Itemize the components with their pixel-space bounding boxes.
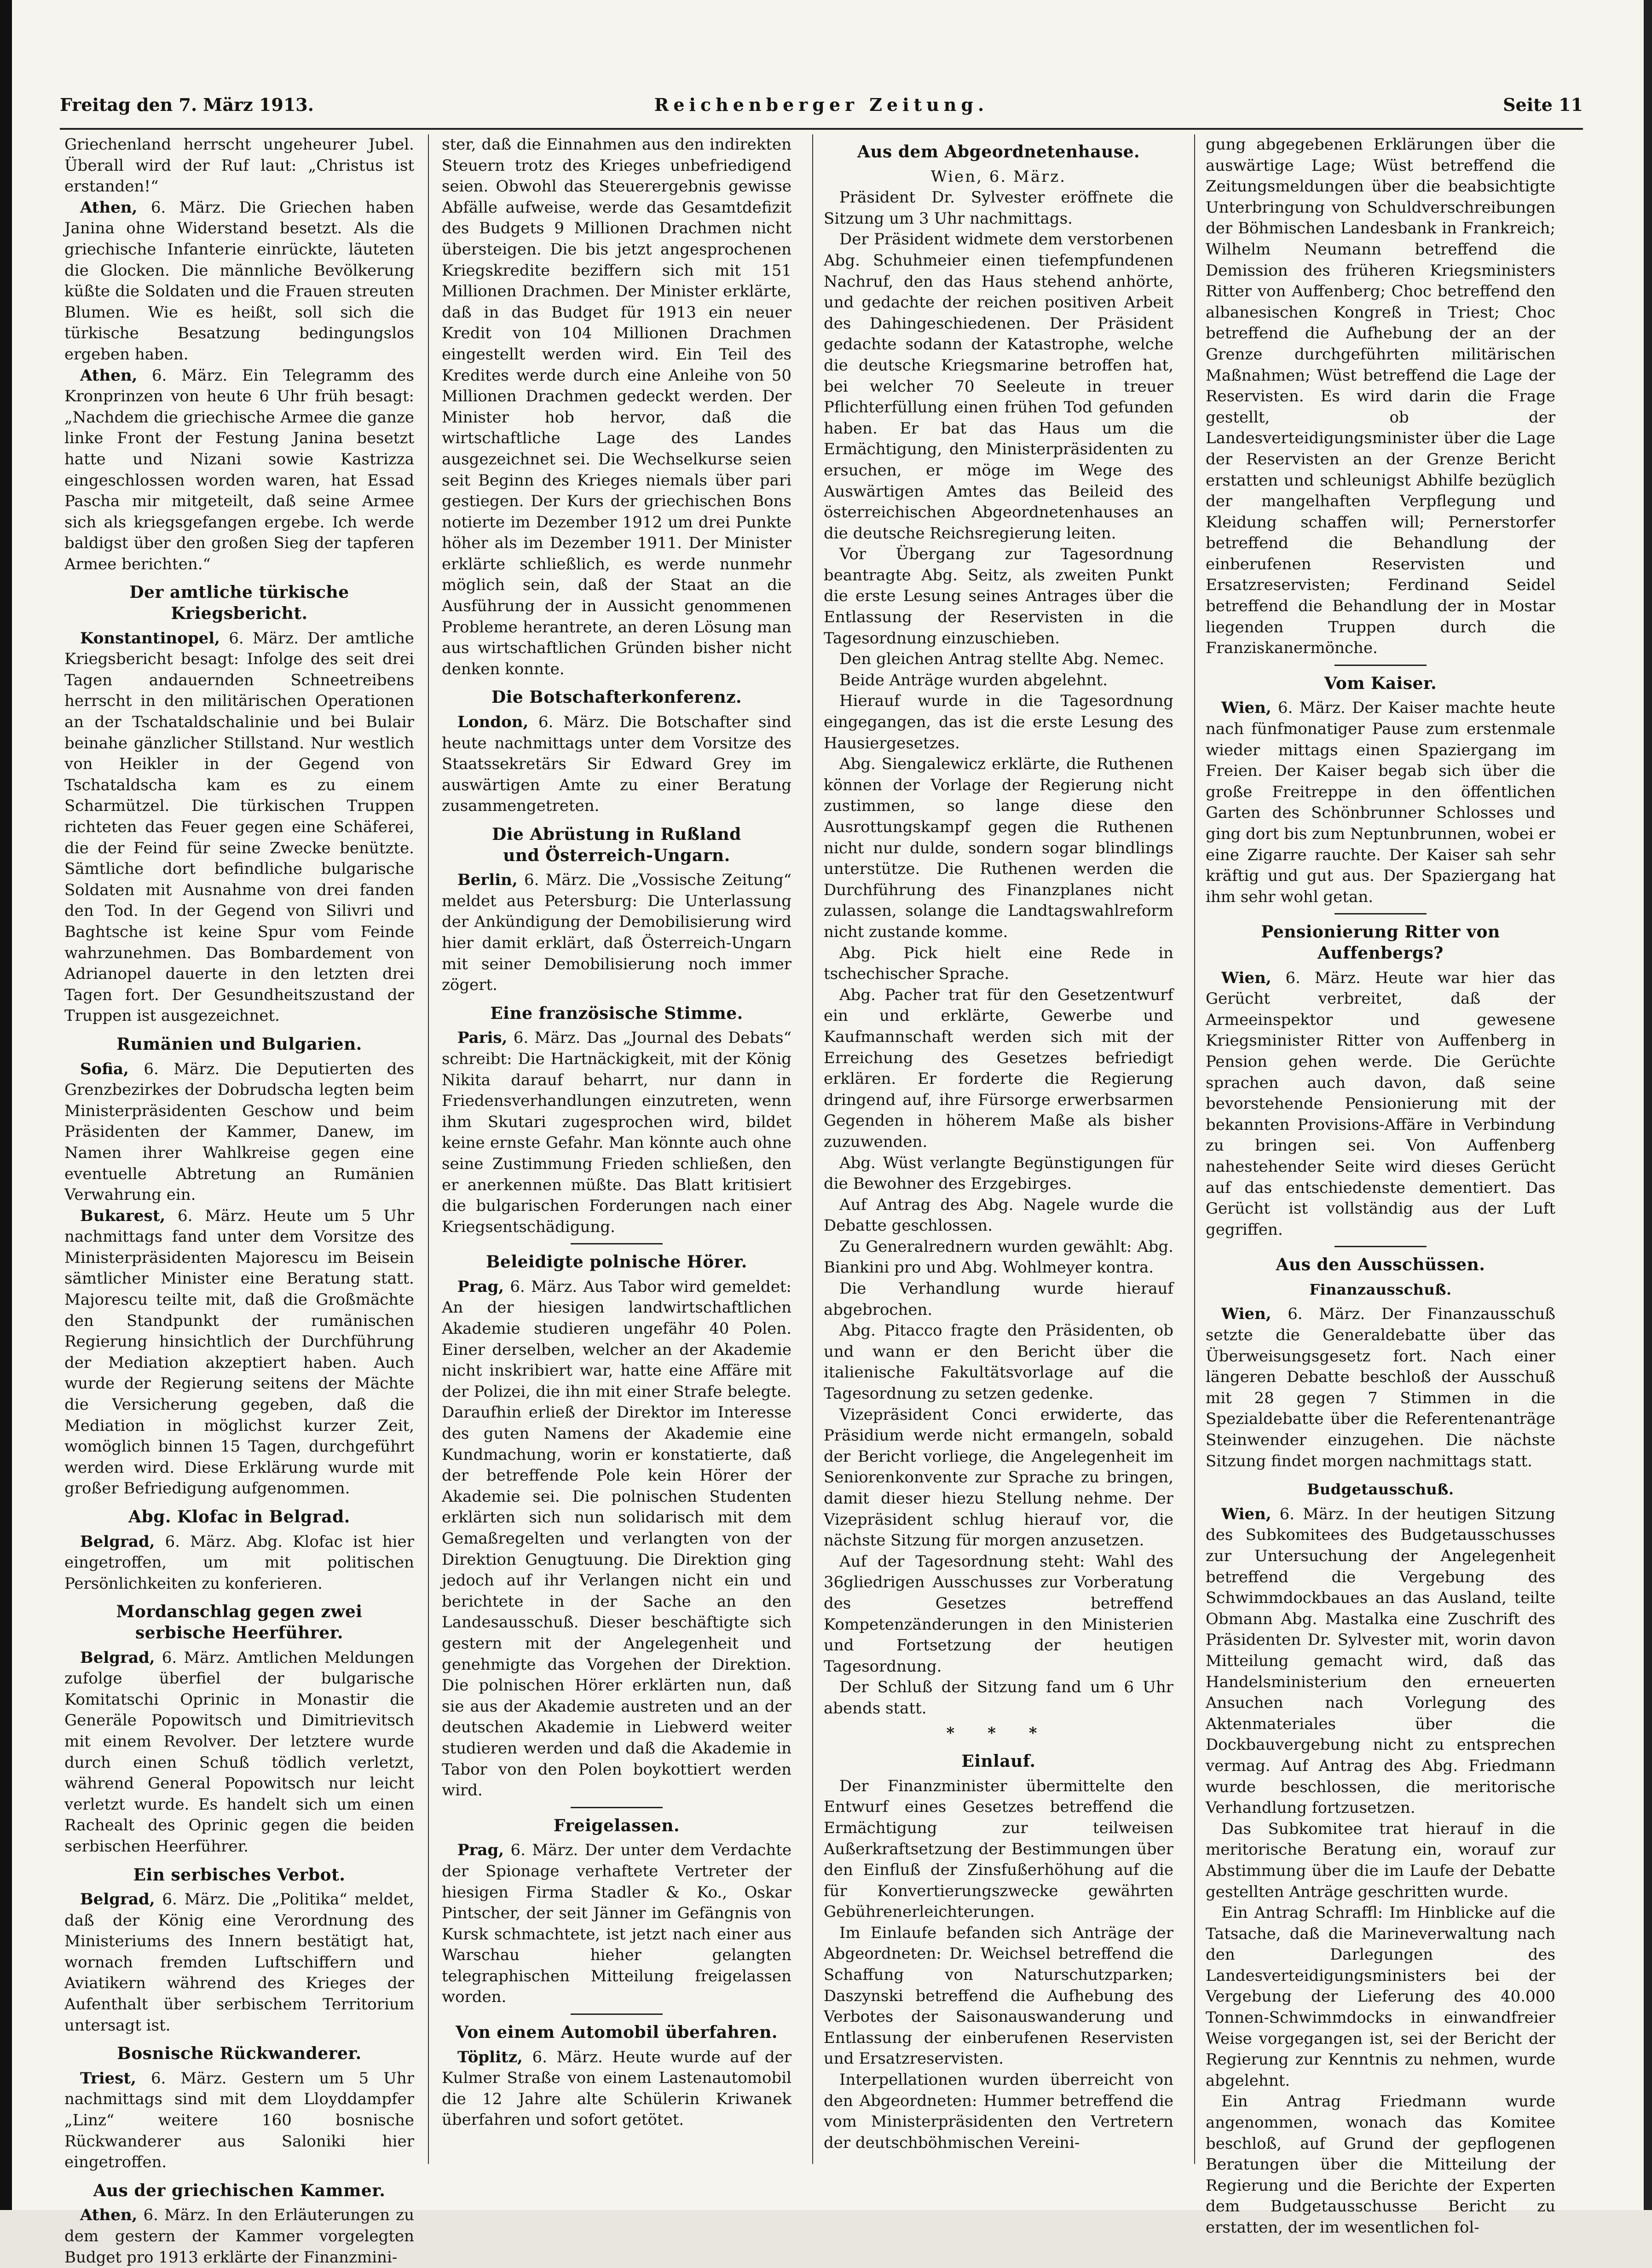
article-heading: Vom Kaiser. — [1324, 673, 1437, 693]
article-heading: Der amtliche türkische Kriegsbericht. — [129, 583, 349, 624]
paragraph: Die Verhandlung wurde hierauf abgebrochen. — [824, 1279, 1173, 1319]
news-item — [64, 1206, 414, 1499]
item-text: 6. März. Die „Vossische Zeitung“ meldet aus Petersburg: Die Unterlassung der Ankündigung der Demobilisierung wird hier damit erklärt, daß Österreich-Ungarn mit seiner Demobilisierung noch immer zögert. — [442, 871, 791, 995]
paragraph: Beide Anträge wurden abgelehnt. — [839, 671, 1108, 689]
item-text: 6. März. Der Kaiser machte heute nach fünfmonatiger Pause zum erstenmale wieder mittags einen Spaziergang im Freien. Der Kaiser begab sich über die große Freitreppe in den öffentlichen Garten des Schönbrunner Schlosses und ging dort bis zum Neptunbrunnen, wobei er eine Zigarre rauchte. Der Kaiser sah sehr kräftig und gut aus. Der Spaziergang hat ihm sehr wohl getan. — [1206, 699, 1555, 906]
paragraph: Auf Antrag des Abg. Nagele wurde die Debatte geschlossen. — [824, 1195, 1173, 1235]
item-text: 6. März. Der unter dem Verdachte der Spionage verhaftete Vertreter der hiesigen Firma Stadler & Ko., Oskar Pintscher, der seit Jänner im Gefängnis von Kursk schmachtete, ist jetzt nach einer aus Warschau hieher gelangten telegraphischen Mitteilung freigelassen worden. — [442, 1841, 791, 2007]
column-1 — [64, 134, 414, 2267]
section-divider-stars: * * * — [946, 1724, 1051, 1742]
item-text: 6. März. Der Finanzausschuß setzte die Generaldebatte über das Überweisungsgesetz fort. Nach einer längeren Debatte beschloß der Ausschuß mit 28 gegen 7 Stimmen in die Spezialdebatte über die Referentenanträge Steinwender einzugehen. Die nächste Sitzung findet morgen nachmittags statt. — [1206, 1305, 1555, 1470]
paragraph: Der Schluß der Sitzung fand um 6 Uhr abends statt. — [824, 1678, 1173, 1718]
section-rule — [571, 1243, 663, 1244]
paragraph: Das Subkomitee trat hierauf in die meritorische Beratung ein, worauf zur Abstimmung über die im Laufe der Debatte gestellten Anträge geschritten wurde. — [1206, 1819, 1555, 1901]
paragraph: Vor Übergang zur Tagesordnung beantragte Abg. Seitz, als zweiten Punkt die erste Lesung seines Antrages über die Entlassung der Reservisten in die Tagesordnung einzuschieben. — [824, 545, 1173, 648]
news-item — [442, 1277, 791, 1801]
place-name: Belgrad, — [80, 1890, 155, 1909]
place-name: Paris, — [457, 1029, 508, 1047]
item-text: 6. März. Gestern um 5 Uhr nachmittags sind mit dem Lloyddampfer „Linz“ weitere 160 bosnische Rückwanderer aus Saloniki hier eingetroffen. — [64, 2069, 414, 2172]
article-heading: Bosnische Rückwanderer. — [117, 2044, 362, 2064]
news-item — [64, 2205, 414, 2268]
article-heading: Aus der griechischen Kammer. — [93, 2181, 386, 2200]
section-rule — [1334, 665, 1427, 666]
news-item — [64, 1059, 414, 1206]
masthead-date: Freitag den 7. März 1913. — [60, 94, 314, 115]
news-item — [442, 1840, 791, 2008]
paragraph: Hierauf wurde in die Tagesordnung eingegangen, das ist die erste Lesung des Hausiergesetzes. — [824, 692, 1173, 752]
place-name: Wien, — [1221, 968, 1271, 987]
column-divider — [428, 134, 429, 2164]
article-heading: Aus dem Abgeordnetenhause. — [857, 142, 1140, 162]
place-name: Sofia, — [80, 1059, 129, 1078]
paragraph: Interpellationen wurden überreicht von den Abgeordneten: Hummer betreffend die vom Ministerpräsidenten den Vertretern der deutschböhmischen Vereini- — [824, 2071, 1173, 2152]
paragraph: Abg. Siengalewicz erklärte, die Ruthenen können der Vorlage der Regierung nicht zustimmen, so lange diese den Ausrottungskampf gegen die Ruthenen nicht nur dulde, sondern sogar blindlings unterstütze. Die Ruthenen werden die Durchführung des Finanzplanes nicht zulassen, solange die Landtagswahlreform nicht zustande komme. — [824, 755, 1173, 941]
place-name: Wien, — [1221, 1305, 1271, 1324]
news-item — [64, 197, 414, 365]
paragraph: Zu Generalrednern wurden gewählt: Abg. Biankini pro und Abg. Wohlmeyer kontra. — [824, 1237, 1173, 1277]
section-rule — [1334, 913, 1427, 914]
section-rule — [571, 1807, 663, 1808]
item-text: 6. März. Amtlichen Meldungen zufolge überfiel der bulgarische Komitatschi Oprinic in Monastir die Generäle Popowitsch und Dimitrievitsch mit einem Revolver. Der letztere wurde durch einen Schuß tödlich verletzt, während General Popowitsch nur leicht verletzt wurde. Es handelt sich um einen Rachealt des Oprinic gegen die beiden serbischen Heerführer. — [64, 1648, 414, 1856]
news-item — [442, 2047, 791, 2131]
place-name: Berlin, — [457, 871, 518, 890]
column-4 — [1206, 134, 1555, 2237]
paragraph: Im Einlaufe befanden sich Anträge der Abgeordneten: Dr. Weichsel betreffend die Schaffung von Naturschutzparken; Daszynski betreffend die Aufhebung des Verbotes der Saisonauswanderung und Entlassung der einberufenen Reservisten und Ersatzreservisten. — [824, 1923, 1173, 2068]
article-heading: Abg. Klofac in Belgrad. — [128, 1507, 350, 1527]
article-heading: Die Abrüstung in Rußland — [492, 825, 741, 844]
column-2 — [442, 134, 791, 2169]
masthead-page-number: Seite 11 — [1503, 94, 1583, 115]
scan-edge-left — [0, 0, 12, 2210]
news-item — [442, 870, 791, 996]
place-name: Athen, — [80, 366, 138, 385]
item-text: 6. März. Die Botschafter sind heute nachmittags unter dem Vorsitze des Staatssekretärs Sir Edward Grey im auswärtigen Amte zu einer Beratung zusammengetreten. — [442, 713, 791, 816]
news-item — [1206, 1504, 1555, 1819]
masthead — [60, 94, 1583, 127]
news-item — [64, 365, 414, 575]
place-name: Wien, — [1221, 1504, 1271, 1523]
news-item — [64, 1532, 414, 1595]
masthead-title: Reichenberger Zeitung. — [654, 94, 989, 115]
article-subheading: Finanzausschuß. — [1309, 1280, 1452, 1298]
paragraph: Ein Antrag Friedmann wurde angenommen, wonach das Komitee beschloß, auf Grund der gepflogenen Beratungen über die Mitteilung der Regierung und die Berichte der Experten dem Budgetausschusse Bericht zu erstatten, der im wesentlichen fol- — [1206, 2092, 1555, 2237]
place-name: Prag, — [457, 1841, 504, 1860]
news-item — [64, 2068, 414, 2173]
item-text: 6. März. Heute um 5 Uhr nachmittags fand unter dem Vorsitze des Ministerpräsidenten Majorescu im Beisein sämtlicher Minister eine Beratung statt. Majorescu teilte mit, daß die Großmächte den Standpunkt der rumänischen Regierung hinsichtlich der Durchführung der Mediation akzeptiert haben. Auch wurde der Regierung seitens der Mächte die Versicherung gegeben, daß die Mediation in möglichst kurzer Zeit, womöglich binnen 15 Tagen, durchgeführt werden wird. Diese Erklärung wurde mit großer Befriedigung aufgenommen. — [64, 1206, 414, 1498]
column-divider — [1194, 134, 1195, 2164]
article-heading: Freigelassen. — [553, 1816, 680, 1835]
paragraph: Abg. Pacher trat für den Gesetzentwurf ein und erklärte, Gewerbe und Kaufmannschaft werden sich mit der Erreichung des Gesetzes befriedigt erklären. Er forderte die Regierung dringend auf, ihre Fürsorge erwerbsarmen Gegenden in höherem Maße als bisher zuzuwenden. — [824, 985, 1173, 1151]
place-name: Athen, — [80, 2206, 138, 2225]
paragraph: ster, daß die Einnahmen aus den indirekten Steuern trotz des Krieges unbefriedigend seien. Obwohl das Steuerergebnis gewisse Abfälle aufweise, werde das Gesamtdefizit des Budgets 9 Millionen Drachmen nicht übersteigen. Die bis jetzt angesprochenen Kriegskredite beziffern sich mit 151 Millionen Drachmen. Der Minister erklärte, daß in das Budget für 1913 ein neuer Kredit von 104 Millionen Drachmen eingestellt werden wird. Ein Teil des Kredites werde durch eine Anleihe von 50 Millionen Drachmen gedeckt werden. Der Minister hob hervor, daß die wirtschaftliche Lage des Landes ausgezeichnet sei. Die Wechselkurse seien seit Beginn des Krieges niemals über pari gestiegen. Der Kurs der griechischen Bons notierte im Dezember 1912 um drei Punkte höher als im Dezember 1911. Der Minister erklärte schließlich, es werde nunmehr möglich sein, daß der Staat an die Ausführung der in Aussicht genommenen Probleme herantrete, an deren Lösung man aus wirtschaftlichen Gründen bisher nicht denken konnte. — [442, 135, 791, 678]
item-text: 6. März. In der heutigen Sitzung des Subkomitees des Budgetausschusses zur Untersuchung der Angelegenheit betreffend die Vergebung des Schwimmdockbaues an das Ausland, teilte Obmann Abg. Mastalka eine Zuschrift des Präsidenten Dr. Sylvester mit, worin davon Mitteilung gemacht wird, daß das Handelsministerium den erneuerten Ansuchen nach Vorlegung des Aktenmateriales über die Dockbauvergebung nicht zu entsprechen vermag. Auf Antrag des Abg. Friedmann wurde beschlossen, die meritorische Verhandlung fortzusetzen. — [1206, 1504, 1555, 1817]
news-item — [64, 1889, 414, 2036]
news-item — [1206, 698, 1555, 908]
article-heading: Rumänien und Bulgarien. — [116, 1034, 362, 1054]
item-text: 6. März. Die „Politika“ meldet, daß der König eine Verordnung des Ministeriums des Innern bestätigt hat, wornach fremden Luftschiffern und Aviatikern während des Krieges der Aufenthalt über serbischem Territorium untersagt ist. — [64, 1890, 414, 2035]
item-text: 6. März. Das „Journal des Debats“ schreibt: Die Hartnäckigkeit, mit der König Nikita darauf beharrt, nur dann in Friedensverhandlungen einzutreten, wenn ihm Skutari zugesprochen wird, bildet keine ernste Gefahr. Man könnte auch ohne seine Zustimmung Frieden schließen, den er anerkennen müßte. Das Blatt kritisiert die bulgarischen Forderungen nach einer Kriegsentschädigung. — [442, 1029, 791, 1236]
news-item — [442, 712, 791, 817]
place-name: Athen, — [80, 198, 138, 217]
column-divider — [812, 134, 813, 2164]
place-name: London, — [457, 713, 529, 732]
item-text: 6. März. Der amtliche Kriegsbericht besagt: Infolge des seit drei Tagen andauernden Schneetreibens herrscht in den militärischen Operationen an der Tschataldschalinie und bei Bulair beinahe gänzlicher Stillstand. Nur westlich von Heikler in der Gegend von Tschataldscha kam es zu einem Scharmützel. Die türkischen Truppen richteten das Feuer gegen eine Schäferei, die der Feind für seine Zwecke benützte. Sämtliche dort befindliche bulgarische Soldaten mit Ausnahme von drei fanden den Tod. In der Gegend von Silivri und Baghtsche ist keine Spur vom Feinde wahrzunehmen. Das Bombardement von Adrianopel dauerte in den letzten drei Tagen fort. Der Gesundheitszustand der Truppen ist ausgezeichnet. — [64, 629, 414, 1025]
paragraph: Präsident Dr. Sylvester eröffnete die Sitzung um 3 Uhr nachmittags. — [824, 188, 1173, 228]
place-name: Wien, — [1221, 699, 1271, 717]
section-rule — [571, 2013, 663, 2015]
item-text: 6. März. Ein Telegramm des Kronprinzen von heute 6 Uhr früh besagt: „Nachdem die griechische Armee die ganze linke Front der Festung Janina besetzt hatte und Nizani sowie Kastrizza eingeschlossen worden waren, hat Essad Pascha mir mitgeteilt, daß seine Armee sich als kriegsgefangen ergebe. Ich werde baldigst über den großen Sieg der tapferen Armee berichten.“ — [64, 366, 414, 573]
place-name: Konstantinopel, — [80, 629, 220, 648]
article-heading: Die Botschafterkonferenz. — [491, 688, 742, 707]
news-item — [1206, 1304, 1555, 1472]
paragraph: Abg. Pick hielt eine Rede in tschechischer Sprache. — [824, 943, 1173, 984]
article-heading: Ein serbisches Verbot. — [133, 1865, 346, 1885]
paragraph: Der Finanzminister übermittelte den Entwurf eines Gesetzes betreffend die Ermächtigung zur teilweisen Außerkraftsetzung der Bestimmungen über den Einfluß der Zinsfußerhöhung auf die für Konvertierungszwecke gewährten Gebührenerleichterungen. — [824, 1776, 1173, 1921]
paragraph: Auf der Tagesordnung steht: Wahl des 36gliedrigen Ausschusses zur Vorberatung des Gesetzes betreffend Kompetenzänderungen in den Ministerien und Fortsetzung der heutigen Tagesordnung. — [824, 1552, 1173, 1676]
paragraph: Den gleichen Antrag stellte Abg. Nemec. — [839, 650, 1165, 669]
item-text: 6. März. Heute war hier das Gerücht verbreitet, daß der Armeeinspektor und gewesene Kriegsminister Ritter von Auffenberg in Pension gehen werde. Die Gerüchte sprachen auch davon, daß seine bevorstehende Pensionierung mit der bekannten Provisions-Affäre in Verbindung zu bringen sei. Von Auffenberg nahestehender Seite wird dieses Gerücht auf das entschiedenste dementiert. Das Gerücht ist vollständig aus der Luft gegriffen. — [1206, 968, 1555, 1239]
news-item — [64, 1648, 414, 1857]
item-text: 6. März. Die Deputierten des Grenzbezirkes der Dobrudscha legten beim Ministerpräsidenten Geschow und beim Präsidenten der Kammer, Danew, im Namen ihrer Wahlkreise gegen eine eventuelle Abtretung an Rumänien Verwahrung ein. — [64, 1059, 414, 1204]
masthead-rule — [60, 128, 1583, 130]
item-text: 6. März. Abg. Klofac ist hier eingetroffen, um mit politischen Persönlichkeiten zu konferieren. — [64, 1532, 414, 1593]
place-name: Belgrad, — [80, 1648, 155, 1667]
item-text: 6. März. In den Erläuterungen zu dem gestern der Kammer vorgelegten Budget pro 1913 erklärte der Finanzmini- — [64, 2206, 414, 2267]
paragraph: Vizepräsident Conci erwiderte, das Präsidium werde nicht ermangeln, sobald der Bericht vorliege, die Angelegenheit im Seniorenkonvente zur Sprache zu bringen, damit dieser hiezu Stellung nehme. Der Vizepräsident schlug hierauf vor, die nächste Sitzung für morgen anzusetzen. — [824, 1405, 1173, 1550]
article-heading: und Österreich-Ungarn. — [503, 845, 730, 865]
paragraph: Ein Antrag Schraffl: Im Hinblicke auf die Tatsache, daß die Marineverwaltung nach den Darlegungen des Landesverteidigungsministers bei der Vergebung der Lieferung des 40.000 Tonnen-Schwimmdocks in einwandfreier Weise vorgegangen ist, sei der Bericht der Regierung zur Kenntnis zu nehmen, wurde abgelehnt. — [1206, 1904, 1555, 2090]
paragraph: Abg. Pitacco fragte den Präsidenten, ob und wann er den Bericht über die italienische Fakultätsvorlage auf die Tagesordnung zu setzen gedenke. — [824, 1321, 1173, 1403]
section-rule — [1334, 1246, 1427, 1247]
paragraph: Griechenland herrscht ungeheurer Jubel. Überall wird der Ruf laut: „Christus ist erstanden!“ — [64, 135, 414, 196]
paragraph: gung abgegebenen Erklärungen über die auswärtige Lage; Wüst betreffend die Zeitungsmeldungen über die beabsichtigte Unterbringung von Schuldverschreibungen der Böhmischen Landesbank in Frankreich; Wilhelm Neumann betreffend die Demission des früheren Kriegsministers Ritter von Auffenberg; Choc betreffend den albanesischen Kongreß in Triest; Choc betreffend die Aufhebung der an der Grenze durchgeführten militärischen Maßnahmen; Wüst betreffend die Lage der Reservisten. Es wird darin die Frage gestellt, ob der Landesverteidigungsminister über die Lage der Reservisten an der Grenze Bericht erstatten und schleunigst Abhilfe bezüglich der mangelhaften Verpflegung und Kleidung schaffen will; Pernerstorfer betreffend die Behandlung der einberufenen Reservisten und Ersatzreservisten; Ferdinand Seidel betreffend die Behandlung der in Mostar liegenden Truppen durch die Franziskanermönche. — [1206, 135, 1555, 658]
article-subheading: Budgetausschuß. — [1307, 1481, 1454, 1498]
place-name: Belgrad, — [80, 1532, 155, 1551]
article-heading: Aus den Ausschüssen. — [1276, 1255, 1485, 1275]
article-heading: Pensionierung Ritter von Auffenbergs? — [1261, 922, 1500, 963]
item-text: 6. März. Aus Tabor wird gemeldet: An der hiesigen landwirtschaftlichen Akademie studieren ungefähr 40 Polen. Einer derselben, welcher an der Akademie nicht inskribiert war, hatte eine Affäre mit der Polizei, die ihn mit einer Strafe belegte. Daraufhin erließ der Direktor im Interesse des guten Namens der Akademie eine Kundmachung, worin er konstatierte, daß der betreffende Pole kein Hörer der Akademie sei. Die polnischen Studenten erklärten sich nun solidarisch mit dem Gemaßregelten und verlangten von der Direktion Genugtuung. Die Direktion ging jedoch auf ihr Verlangen nicht ein und berichtete in der Sache an den Landesausschuß. Dieser beschäftigte sich gestern mit der Angelegenheit und genehmigte das Vorgehen der Direktion. Die polnischen Hörer erklärten nun, daß sie aus der Akademie austreten und an der deutschen Akademie in Liebwerd weiter studieren werden und daß die Akademie in Tabor von den Polen boykottiert werden wird. — [442, 1277, 791, 1800]
place-name: Töplitz, — [457, 2048, 523, 2066]
news-item — [1206, 968, 1555, 1241]
place-name: Triest, — [80, 2069, 136, 2088]
item-text: 6. März. Heute wurde auf der Kulmer Straße von einem Lastenautomobil die 12 Jahre alte Schülerin Kriwanek überfahren und sofort getötet. — [442, 2048, 791, 2129]
item-text: 6. März. Die Griechen haben Janina ohne Widerstand besetzt. Als die griechische Infanterie einrückte, läuteten die Glocken. Die männliche Bevölkerung küßte die Soldaten und die Frauen streuten Blumen. Wie es heißt, soll sich die türkische Besatzung bedingungslos ergeben haben. — [64, 198, 414, 364]
article-heading: Mordanschlag gegen zwei — [116, 1602, 363, 1622]
scan-edge-right — [1644, 0, 1652, 2210]
paragraph: Der Präsident widmete dem verstorbenen Abg. Schuhmeier einen tiefempfundenen Nachruf, den das Haus stehend anhörte, und gedachte der reichen positiven Arbeit des Dahingeschiedenen. Der Präsident gedachte sodann der Katastrophe, welche die deutsche Kriegsmarine betroffen hat, bei welcher 70 Seeleute in treuer Pflichterfüllung einen frühen Tod gefunden haben. Er bat das Haus um die Ermächtigung, den Ministerpräsidenten zu ersuchen, er möge im Wege des Auswärtigen Amtes das Beileid des österreichischen Abgeordnetenhauses an die deutsche Reichsregierung leiten. — [824, 230, 1173, 543]
place-name: Bukarest, — [80, 1206, 166, 1225]
news-item — [64, 628, 414, 1027]
dateline: Wien, 6. März. — [930, 167, 1067, 186]
article-heading: Eine französische Stimme. — [490, 1003, 743, 1023]
place-name: Prag, — [457, 1277, 504, 1296]
paragraph: Abg. Wüst verlangte Begünstigungen für die Bewohner des Erzgebirges. — [824, 1153, 1173, 1193]
article-heading: Von einem Automobil überfahren. — [456, 2023, 778, 2042]
article-heading: Einlauf. — [961, 1752, 1036, 1771]
article-heading: Beleidigte polnische Hörer. — [486, 1252, 747, 1272]
news-item — [442, 1028, 791, 1238]
column-3 — [824, 134, 1173, 2169]
article-heading: serbische Heerführer. — [135, 1623, 343, 1643]
